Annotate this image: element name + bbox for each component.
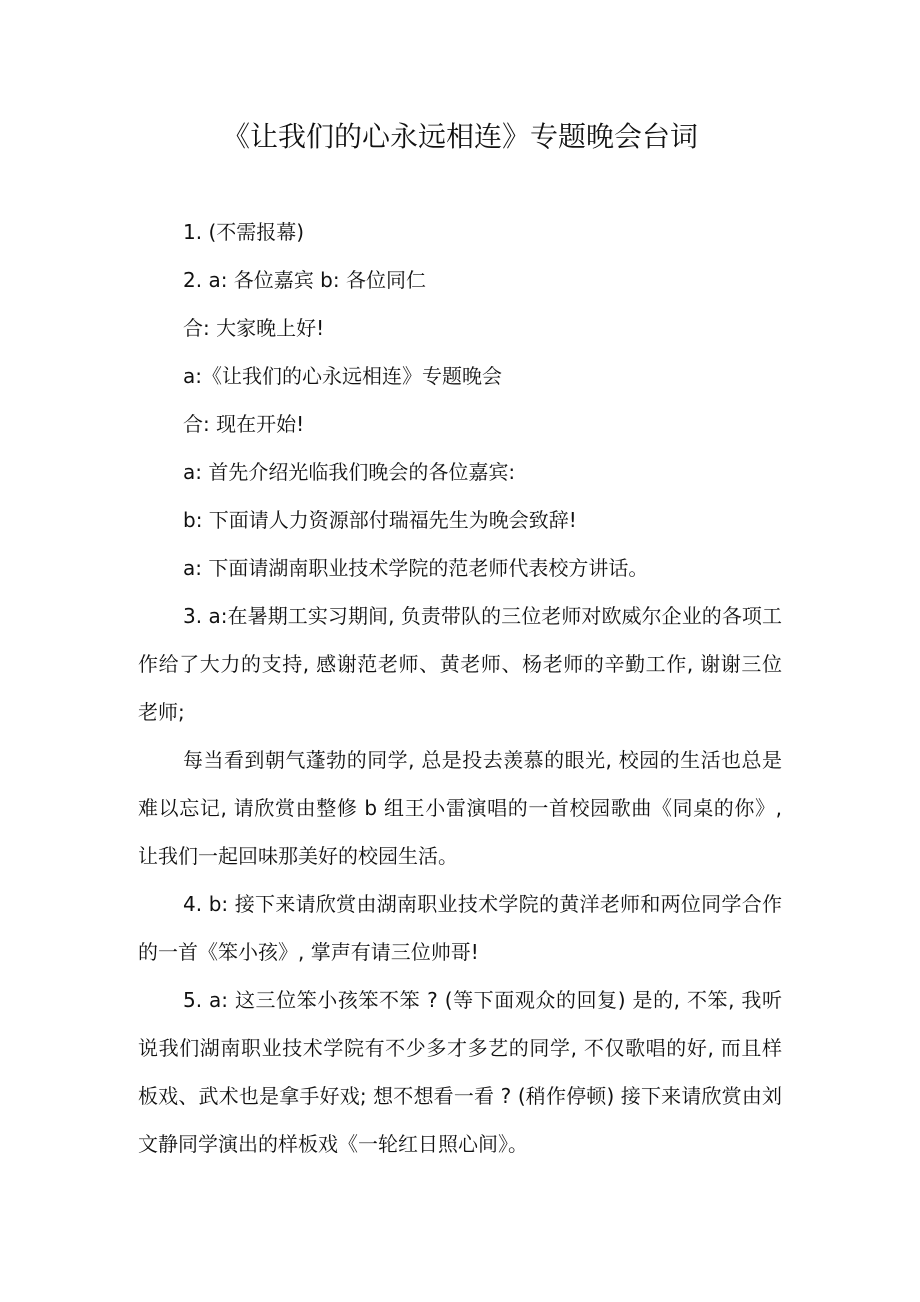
paragraph-campus: 每当看到朝气蓬勃的同学, 总是投去羡慕的眼光, 校园的生活也总是难以忘记, 请欣赏由整修 b 组王小雷演唱的一首校园歌曲《同桌的你》, 让我们一起回味那美好的校园生活。: [138, 748, 782, 868]
paragraph-4: 4. b: 接下来请欣赏由湖南职业技术学院的黄洋老师和两位同学合作的一首《笨小孩》, 掌声有请三位帅哥!: [138, 892, 782, 964]
script-line-3: 合: 大家晚上好!: [183, 316, 325, 340]
paragraph-3: 3. a:在暑期工实习期间, 负责带队的三位老师对欧威尔企业的各项工作给了大力的支持, 感谢范老师、黄老师、杨老师的辛勤工作, 谢谢三位老师;: [138, 604, 782, 724]
script-line-7: b: 下面请人力资源部付瑞福先生为晚会致辞!: [183, 508, 577, 532]
script-line-2: 2. a: 各位嘉宾 b: 各位同仁: [183, 268, 426, 292]
document-title: 《让我们的心永远相连》专题晚会台词: [221, 120, 698, 153]
script-line-8: a: 下面请湖南职业技术学院的范老师代表校方讲话。: [183, 556, 649, 580]
script-line-4: a:《让我们的心永远相连》专题晚会: [183, 364, 502, 388]
script-line-1: 1. (不需报幕): [183, 220, 305, 244]
script-line-6: a: 首先介绍光临我们晚会的各位嘉宾:: [183, 460, 516, 484]
document-body: [138, 208, 782, 1168]
script-line-5: 合: 现在开始!: [183, 412, 305, 436]
paragraph-5: 5. a: 这三位笨小孩笨不笨 ? (等下面观众的回复) 是的, 不笨, 我听说我们湖南职业技术学院有不少多才多艺的同学, 不仅歌唱的好, 而且样板戏、武术也是拿手好戏; 想不想看一看 ? (稍作停顿) 接下来请欣赏由刘文静同学演出的样板戏《一轮红日照心间》。: [138, 988, 782, 1156]
